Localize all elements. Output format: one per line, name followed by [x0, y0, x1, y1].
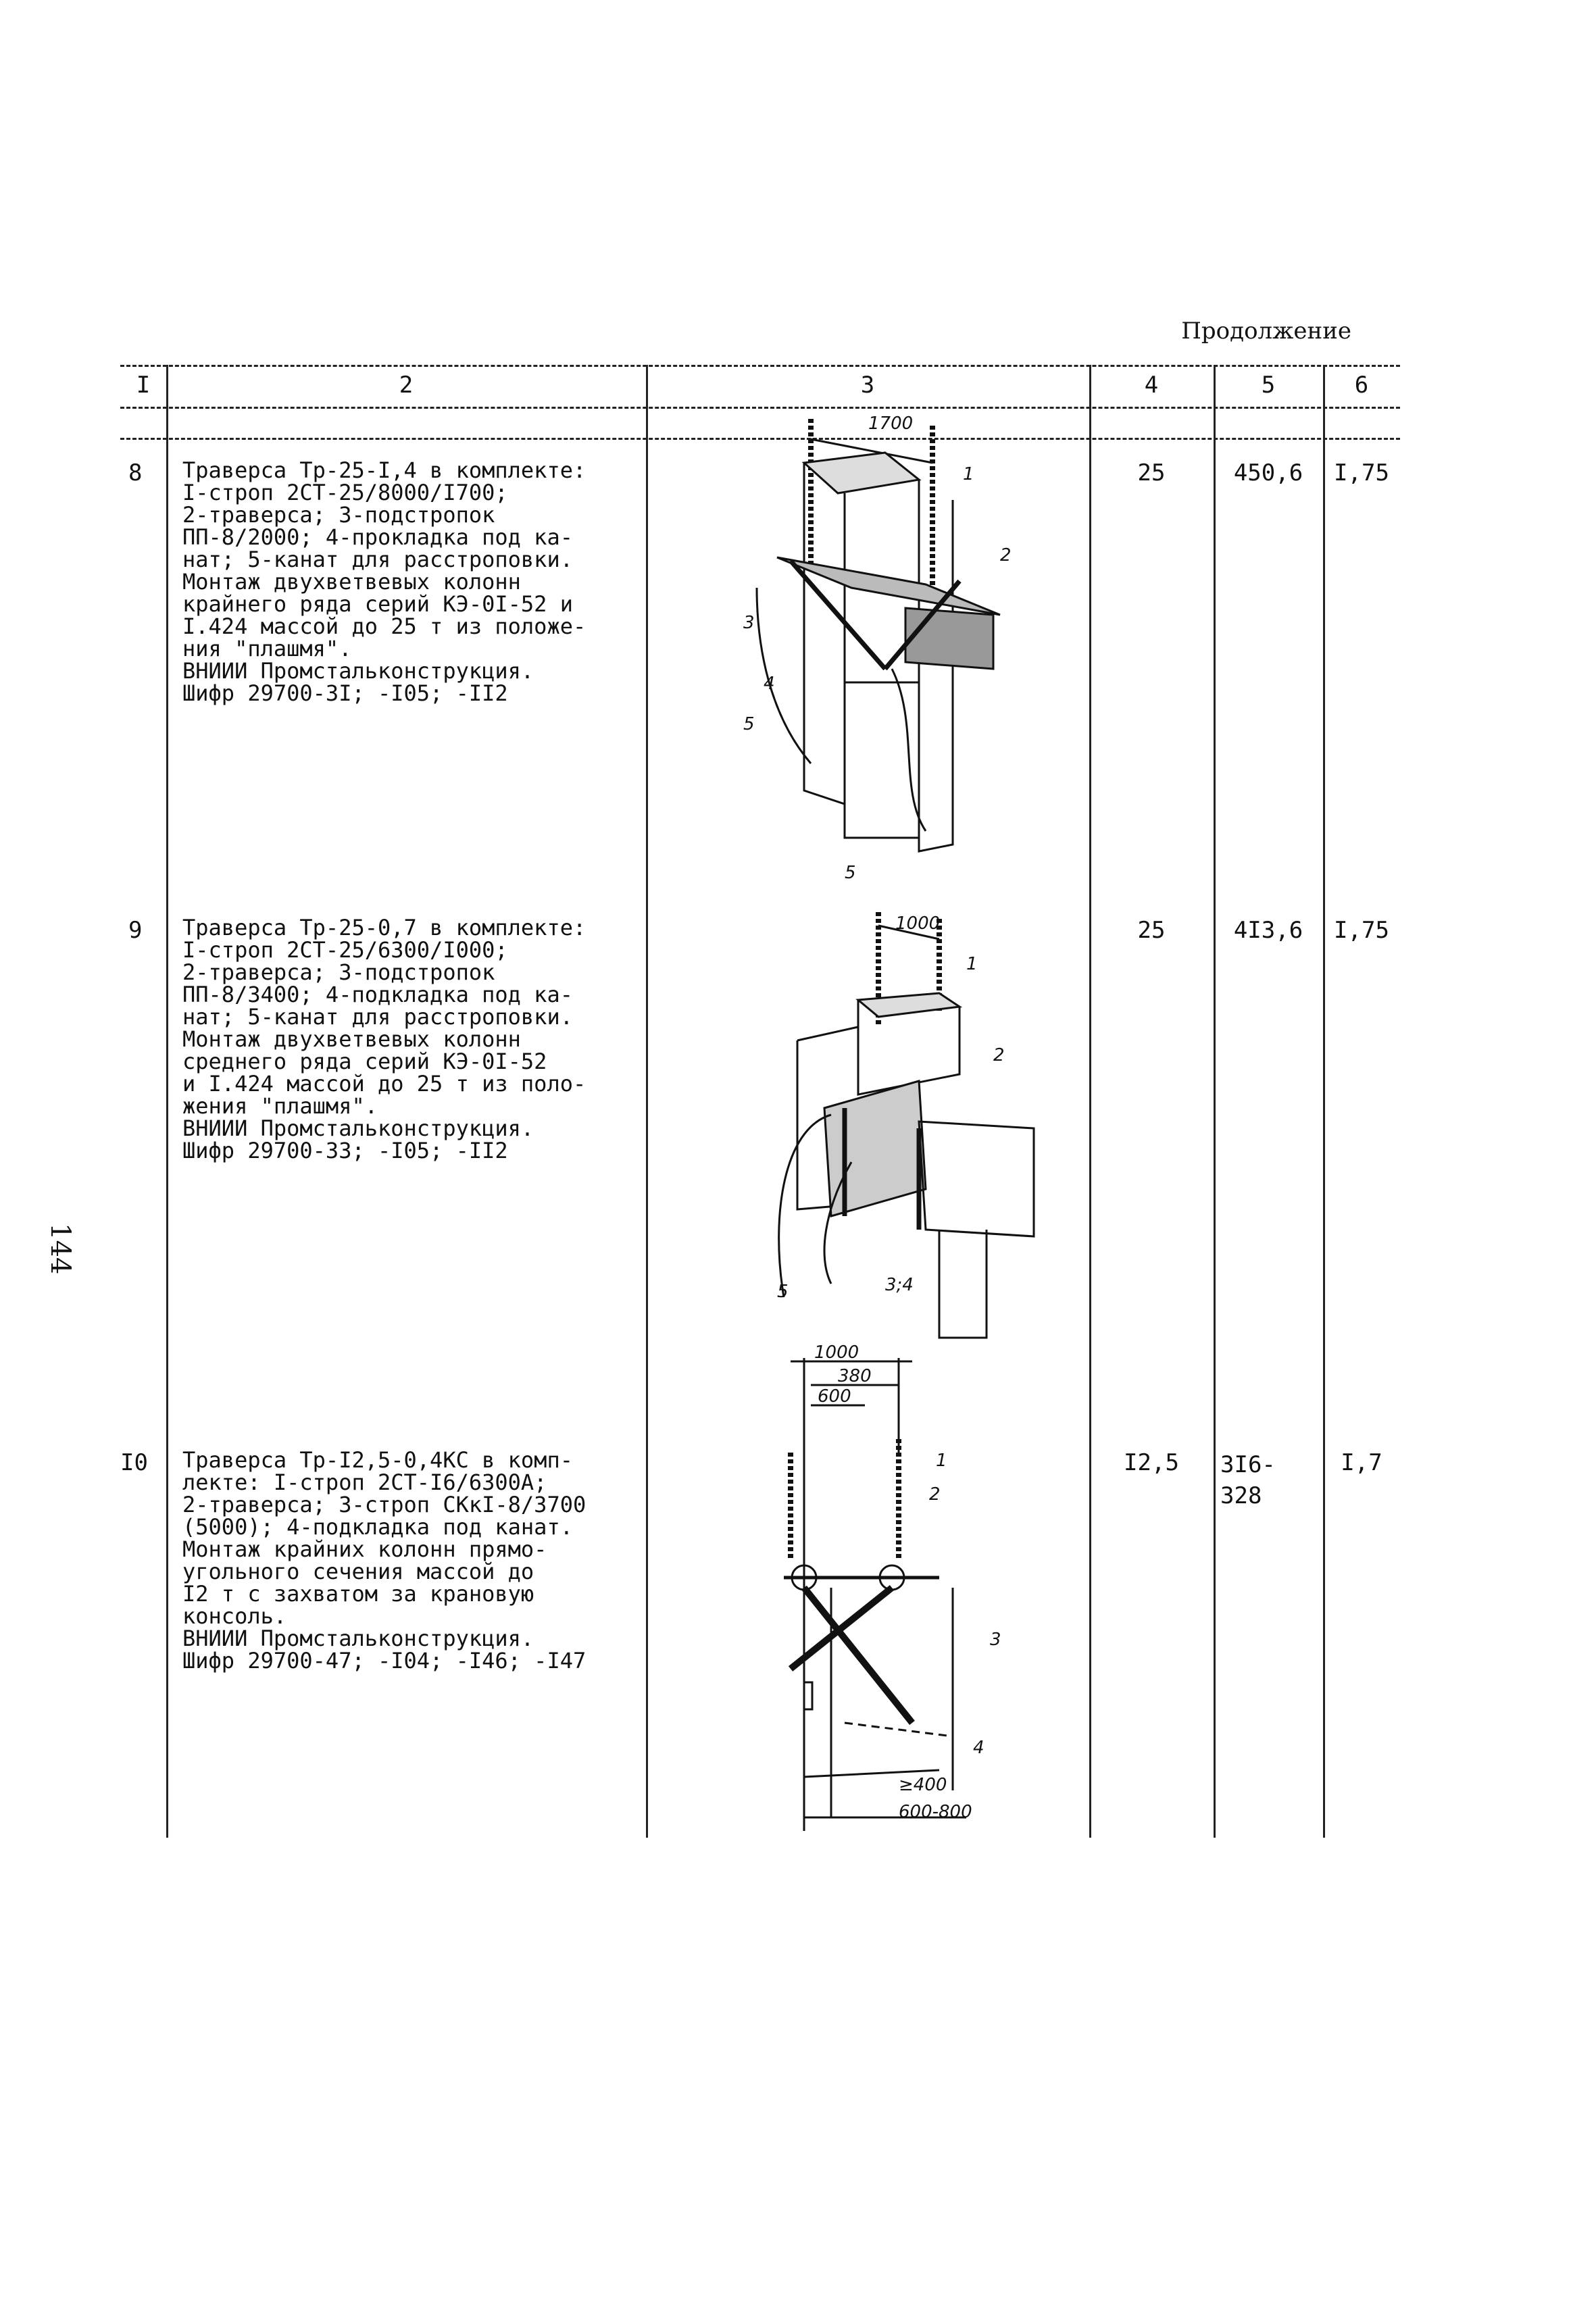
column-divider: [1323, 365, 1325, 1838]
column-divider: [1214, 365, 1216, 1838]
row-number: 8: [128, 459, 143, 486]
dimension-600: 600: [818, 1386, 851, 1407]
row-coefficient: I,75: [1334, 917, 1389, 944]
callout-4: 4: [764, 674, 775, 694]
column-divider: [646, 365, 648, 1838]
dimension-label: 1000: [895, 913, 941, 934]
row-coefficient: I,75: [1334, 459, 1389, 486]
column-header-5: 5: [1261, 372, 1276, 399]
column-header-1: I: [136, 372, 151, 399]
header-bottom-rule: [120, 407, 1400, 409]
row-capacity: I2,5: [1124, 1449, 1179, 1476]
callout-3: 3: [990, 1630, 1001, 1650]
dimension-600-800: 600-800: [899, 1802, 972, 1822]
rigging-drawing-9: [743, 905, 1081, 1365]
row-coefficient: I,7: [1341, 1449, 1382, 1476]
callout-5b: 5: [845, 863, 856, 883]
callout-5: 5: [777, 1282, 789, 1302]
callout-5: 5: [743, 714, 755, 734]
callout-1: 1: [966, 954, 978, 974]
row-number: I0: [120, 1449, 148, 1476]
column-header-4: 4: [1144, 372, 1159, 399]
callout-4: 4: [973, 1738, 984, 1758]
row-mass: 450,6: [1233, 459, 1303, 486]
table-top-rule: [120, 365, 1400, 367]
column-header-3: 3: [860, 372, 875, 399]
rigging-drawing-8: [730, 412, 1081, 885]
column-header-6: 6: [1354, 372, 1369, 399]
row-capacity: 25: [1137, 459, 1166, 486]
dimension-min-400: ≥400: [899, 1775, 947, 1795]
page-number: 144: [45, 1223, 76, 1275]
callout-3: 3: [743, 613, 755, 633]
row-description: Траверса Тр-25-I,4 в комплекте: I-строп 2СТ-25/8000/I700; 2-траверса; 3-подстропок ПП-8/2000; 4-прокладка под ка- нат; 5-канат для расстроповки. Монтаж двухветвевых колонн крайнего ряда серий КЭ-0I-52 и I.424 массой до 25 т из положе- ния "плашмя". ВНИИИ Промстальконструкция. Шифр 29700-3I; -I05; -II2: [182, 457, 587, 706]
dimension-1000: 1000: [814, 1344, 859, 1363]
callout-2: 2: [1000, 545, 1012, 565]
row-description: Траверса Тр-I2,5-0,4КС в комп- лекте: I-строп 2СТ-I6/6300А; 2-траверса; 3-строп СКкI-8/3700 (5000); 4-подкладка под канат. Монтаж крайних колонн прямо- угольного сечения массой до I2 т с захватом за крановую консоль. ВНИИИ Промстальконструкция. Шифр 29700-47; -I04; -I46; -I47: [182, 1447, 587, 1674]
continuation-label: Продолжение: [1181, 318, 1351, 345]
dimension-380: 380: [838, 1366, 872, 1386]
callout-2: 2: [929, 1484, 941, 1505]
row-capacity: 25: [1137, 917, 1166, 944]
column-divider: [1089, 365, 1091, 1838]
dimension-label: 1700: [868, 413, 914, 434]
column-header-2: 2: [399, 372, 414, 399]
callout-1: 1: [936, 1451, 947, 1471]
row-number: 9: [128, 917, 143, 944]
column-divider: [166, 365, 168, 1838]
callout-3-4: 3;4: [885, 1275, 914, 1295]
rigging-drawing-10: [764, 1344, 1047, 1844]
row-mass: 4I3,6: [1233, 917, 1303, 944]
callout-1: 1: [963, 464, 974, 484]
callout-2: 2: [993, 1045, 1005, 1065]
row-mass: 3I6- 328: [1220, 1451, 1276, 1509]
row-description: Траверса Тр-25-0,7 в комплекте: I-строп 2СТ-25/6300/I000; 2-траверса; 3-подстропок ПП-8/3400; 4-подкладка под ка- нат; 5-канат для расстроповки. Монтаж двухветвевых колонн среднего ряда серий КЭ-0I-52 и I.424 массой до 25 т из поло- жения "плашмя". ВНИИИ Промстальконструкция. Шифр 29700-33; -I05; -II2: [182, 915, 587, 1163]
